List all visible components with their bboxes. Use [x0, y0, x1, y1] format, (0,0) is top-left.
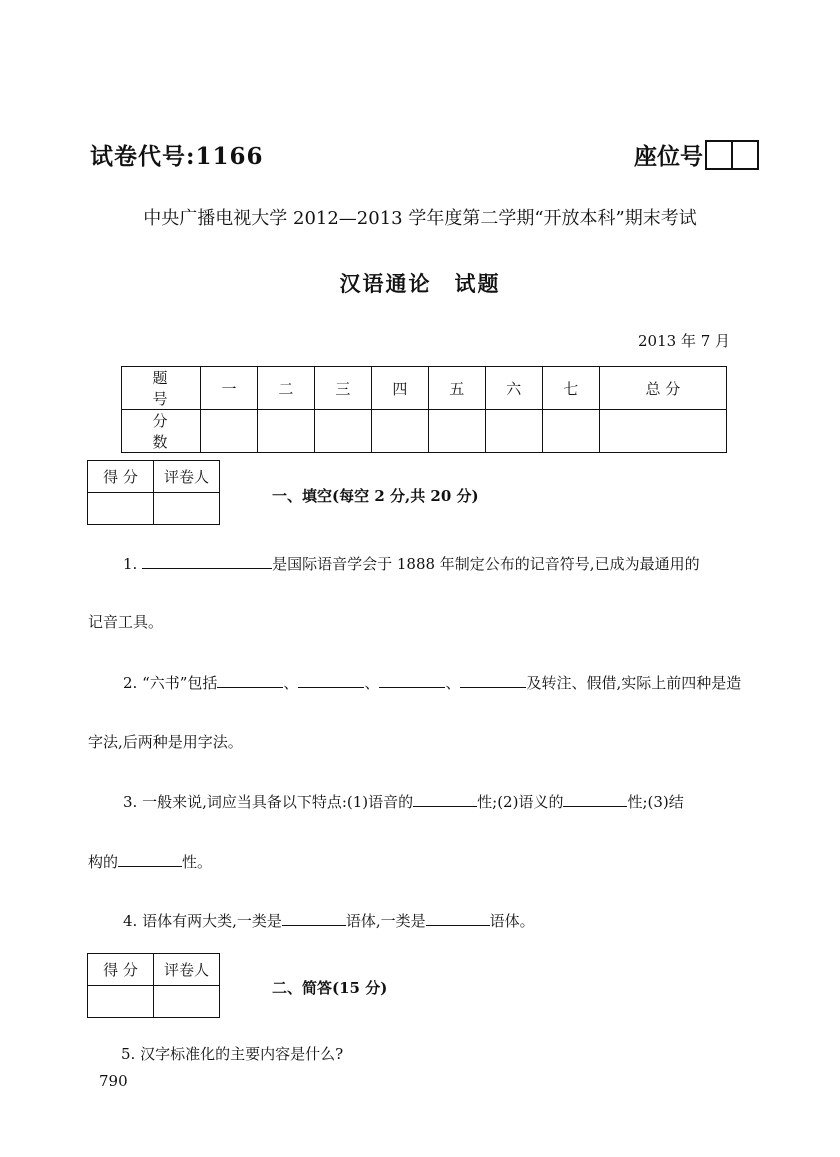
blank[interactable]	[460, 672, 526, 688]
grader-name-cell[interactable]	[154, 493, 220, 525]
question-1-number: 1.	[123, 555, 138, 573]
seat-number	[634, 138, 759, 171]
question-3	[123, 791, 684, 812]
question-5: 5. 汉字标准化的主要内容是什么?	[121, 1045, 344, 1063]
blank[interactable]	[282, 910, 346, 926]
score-cell-header: 七	[542, 367, 599, 410]
question-2-suffix: 及转注、假借,实际上前四种是造	[526, 674, 742, 692]
grader-score-cell[interactable]	[88, 986, 154, 1018]
score-cell-empty[interactable]	[542, 410, 599, 453]
exam-subtitle: 中央广播电视大学 2012—2013 学年度第二学期“开放本科”期末考试	[143, 208, 697, 229]
grader-score-label: 得 分	[88, 461, 154, 493]
exam-date: 2013 年 7 月	[638, 332, 731, 350]
grader-table-2	[87, 953, 220, 1018]
score-cell-empty[interactable]	[257, 410, 314, 453]
score-table	[121, 366, 727, 453]
score-cell-header: 二	[257, 367, 314, 410]
question-1-cont: 记音工具。	[88, 613, 164, 631]
score-table-score-row	[122, 410, 727, 453]
score-cell-empty[interactable]	[314, 410, 371, 453]
question-4	[123, 910, 535, 931]
score-table-header-row	[122, 367, 727, 410]
section-2-title: 二、简答(15 分)	[272, 979, 388, 997]
score-cell-header: 五	[428, 367, 485, 410]
question-3-mid: 性;(2)语义的	[477, 793, 564, 811]
question-3-cont	[88, 851, 212, 872]
question-2-cont: 字法,后两种是用字法。	[88, 733, 243, 751]
page-number: 790	[99, 1072, 128, 1090]
seat-boxes	[705, 140, 759, 170]
separator: 、	[445, 674, 461, 692]
question-3-cont-suffix: 性。	[182, 853, 213, 871]
question-4-suffix: 语体。	[489, 912, 535, 930]
grader-name-label: 评卷人	[154, 461, 220, 493]
blank[interactable]	[563, 791, 627, 807]
question-1-text: 是国际语音学会于 1888 年制定公布的记音符号,已成为最通用的	[272, 555, 700, 573]
question-4-prefix: 4. 语体有两大类,一类是	[123, 912, 282, 930]
question-1	[123, 553, 700, 574]
blank[interactable]	[413, 791, 477, 807]
question-2-prefix: 2. “六书”包括	[123, 674, 218, 692]
score-cell-header: 三	[314, 367, 371, 410]
separator: 、	[364, 674, 380, 692]
separator: 、	[283, 674, 299, 692]
blank[interactable]	[142, 553, 272, 569]
score-cell-label: 题 号	[122, 367, 201, 410]
blank[interactable]	[118, 851, 182, 867]
score-cell-header: 四	[371, 367, 428, 410]
grader-table-1	[87, 460, 220, 525]
grader-name-cell[interactable]	[154, 986, 220, 1018]
grader-name-label: 评卷人	[154, 954, 220, 986]
blank[interactable]	[379, 672, 445, 688]
question-3-cont-prefix: 构的	[88, 853, 119, 871]
question-3-prefix: 3. 一般来说,词应当具备以下特点:(1)语音的	[123, 793, 414, 811]
question-3-mid: 性;(3)结	[627, 793, 684, 811]
question-2	[123, 672, 741, 693]
score-cell-empty[interactable]	[201, 410, 258, 453]
grader-score-label: 得 分	[88, 954, 154, 986]
seat-box	[733, 140, 759, 170]
exam-title: 汉语通论 试题	[339, 271, 501, 296]
exam-code: 试卷代号:1166	[90, 143, 264, 170]
blank[interactable]	[298, 672, 364, 688]
section-1-title: 一、填空(每空 2 分,共 20 分)	[272, 487, 479, 505]
score-cell-empty[interactable]	[485, 410, 542, 453]
seat-label: 座位号	[634, 143, 703, 170]
question-4-mid: 语体,一类是	[345, 912, 426, 930]
score-cell-empty[interactable]	[599, 410, 726, 453]
score-cell-header: 六	[485, 367, 542, 410]
score-cell-header: 一	[201, 367, 258, 410]
score-cell-header: 总 分	[599, 367, 726, 410]
score-cell-empty[interactable]	[371, 410, 428, 453]
grader-score-cell[interactable]	[88, 493, 154, 525]
seat-box	[705, 140, 733, 170]
blank[interactable]	[217, 672, 283, 688]
score-cell-label: 分 数	[122, 410, 201, 453]
blank[interactable]	[426, 910, 490, 926]
score-cell-empty[interactable]	[428, 410, 485, 453]
